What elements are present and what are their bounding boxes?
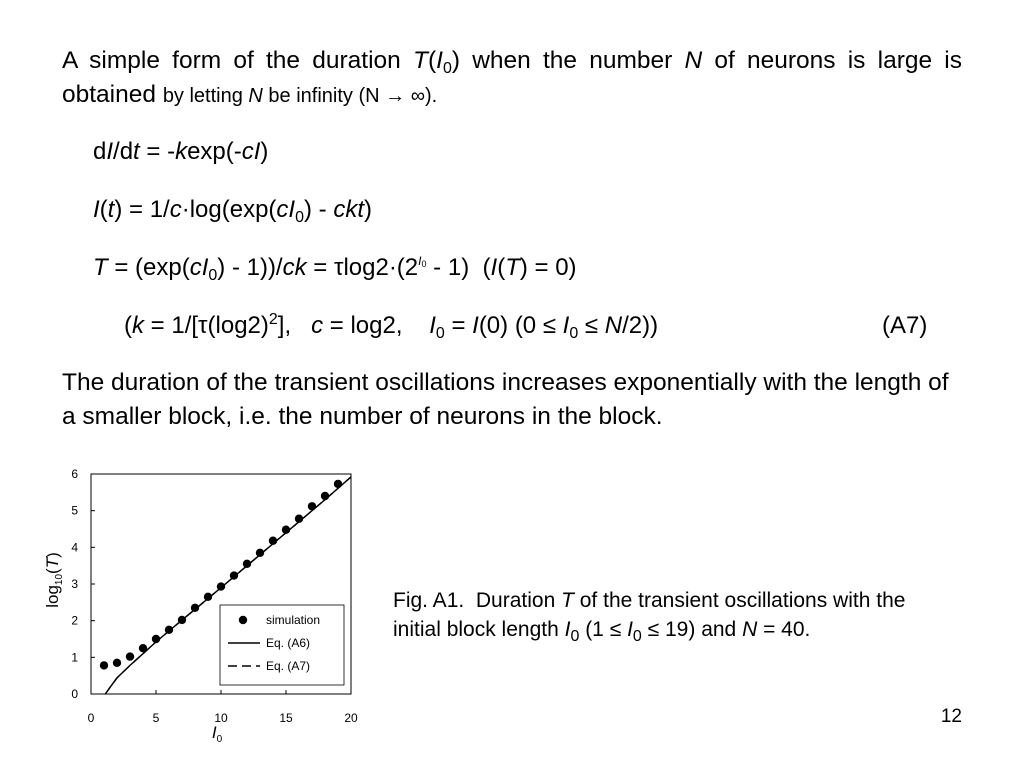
legend-marker-simulation [239, 616, 247, 624]
y-tick-label: 4 [71, 540, 78, 555]
y-tick-label: 2 [71, 613, 78, 628]
conclusion-paragraph: The duration of the transient oscillations increases exponentially with the length of a smaller block, i.e. the number of neurons in the block. [62, 369, 949, 430]
x-axis-label: $I_0$ [211, 723, 223, 745]
equation-2: $I(t) = 1/c\cdot\log(\exp(cI_0) - ckt)$ [93, 196, 372, 226]
x-tick-label: 15 [279, 711, 293, 725]
x-tick-label: 10 [214, 711, 228, 725]
simulation-point [334, 480, 342, 488]
simulation-point [191, 604, 199, 612]
equation-1: dI/dt = -kexp(-cI) [93, 138, 269, 165]
intro-paragraph: A simple form of the duration $T(I_0)$ when the number N of neurons is large is obtained by letting N be infinity (N → ∞). [62, 47, 962, 108]
equation-3: $T = (\exp(cI_0) - 1))/ck = \tau\log 2\cdot(2^{I_0} - 1)$ (I(T) = 0) [93, 254, 577, 284]
simulation-point [308, 502, 316, 510]
y-tick-label: 3 [71, 577, 78, 591]
y-tick-label: 0 [71, 687, 78, 701]
y-tick-label: 5 [71, 503, 78, 518]
legend-label: Eq. (A7) [266, 659, 311, 673]
legend-label: simulation [266, 613, 321, 627]
simulation-point [113, 659, 121, 667]
y-axis-label: $\log_{10}(T)$ [43, 552, 65, 608]
duration-chart [0, 455, 380, 755]
x-tick-label: 5 [152, 711, 160, 725]
x-tick-label: 20 [344, 711, 358, 725]
page-number: 12 [940, 706, 962, 727]
x-tick-label: 0 [87, 711, 95, 725]
simulation-point [126, 652, 134, 660]
equation-label: (A7) [882, 312, 928, 339]
simulation-point [100, 661, 108, 669]
legend-label: Eq. (A6) [266, 636, 311, 650]
y-tick-label: 6 [71, 467, 78, 481]
y-tick-label: 1 [71, 650, 78, 665]
equation-4: ($k = 1/[\tau(\log 2)^2]$, c = log2, $I_0 = I(0) (0 \le I_0 \le N/2)$) [124, 311, 659, 342]
figure-caption: Fig. A1. Duration T of the transient oscillations with the initial block length $I_0$ $(1 \le I_0 \le 19)$ and N = 40. [393, 589, 906, 645]
